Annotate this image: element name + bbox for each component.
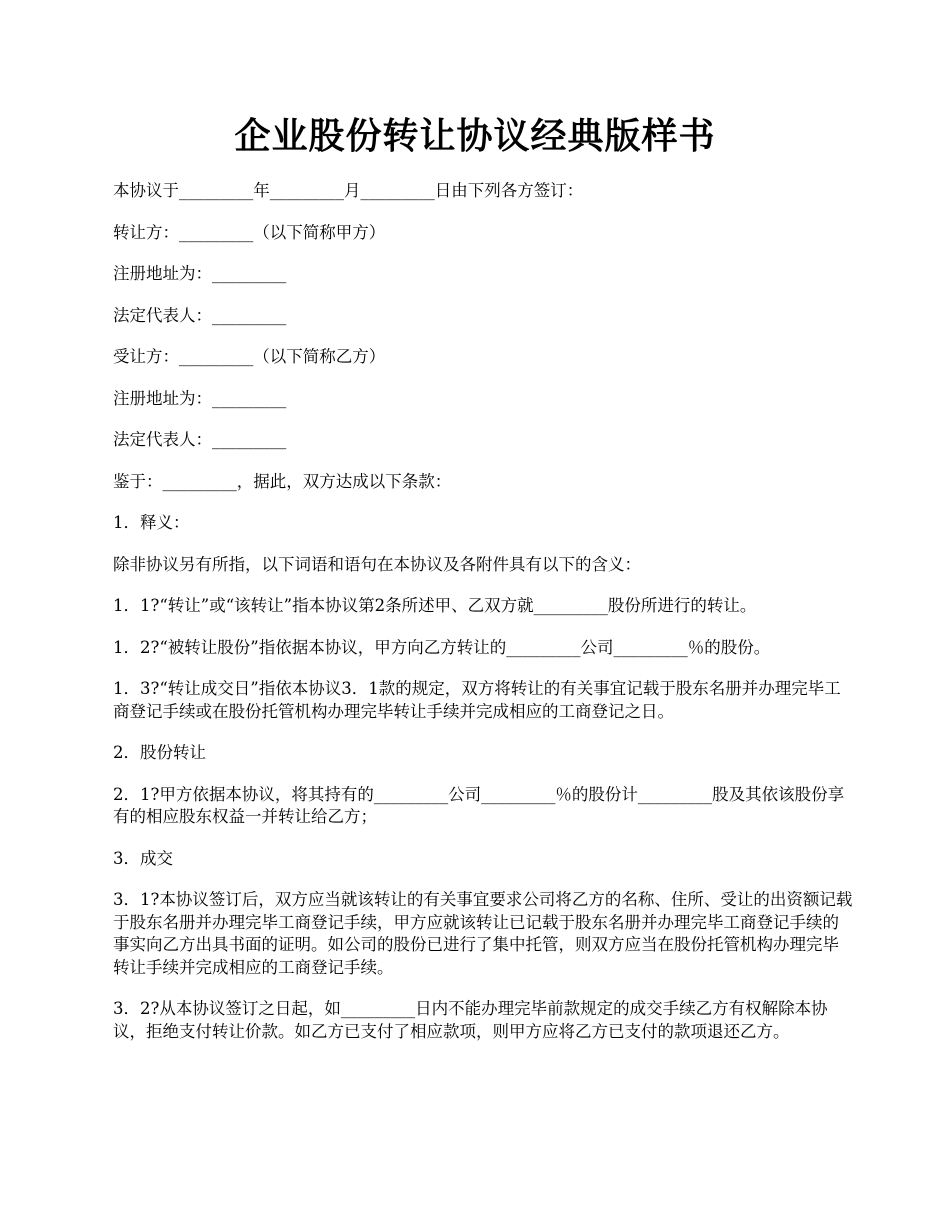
section-heading-share-transfer: 2．股份转让 <box>113 743 206 762</box>
paragraph-transferor-representative: 法定代表人：_________ <box>113 305 287 325</box>
clause-1-1: 1．1?“转让”或“该转让”指本协议第2条所述甲、乙双方就_________股份所进行的转让。 <box>113 596 757 615</box>
clause-3-1: 3．1?本协议签订后，双方应当就该转让的有关事宜要求公司将乙方的名称、住所、受让的出资额记载于股东名册并办理完毕工商登记手续，甲方应就该转让已记载于股东名册并办理完毕工商登记手续的事实向乙方出具书面的证明。如公司的股份已进行了集中托管，则双方应当在股份托管机构办理完毕转让手续并完成相应的工商登记手续。 <box>113 890 853 977</box>
paragraph-whereas: 鉴于：_________，据此，双方达成以下条款： <box>113 471 452 491</box>
paragraph-transferee-representative: 法定代表人：_________ <box>113 430 287 449</box>
paragraph-transferee: 受让方：_________（以下简称乙方） <box>113 347 386 366</box>
paragraph-transferor-address: 注册地址为：_________ <box>113 264 287 283</box>
section-heading-closing: 3．成交 <box>113 848 173 868</box>
paragraph-signing-date: 本协议于_________年_________月_________日由下列各方签订： <box>113 181 584 200</box>
clause-3-2: 3．2?从本协议签订之日起，如_________日内不能办理完毕前款规定的成交手续乙方有权解除本协议，拒绝支付转让价款。如乙方已支付了相应款项，则甲方应将乙方已支付的款项退还乙方。 <box>113 999 828 1041</box>
paragraph-transferor: 转让方：_________（以下简称甲方） <box>113 222 386 242</box>
section-heading-definitions: 1．释义： <box>113 513 190 532</box>
document-title: 企业股份转让协议经典版样书 <box>234 115 716 157</box>
document-body <box>113 180 853 1062</box>
clause-1-3: 1．3?“转让成交日”指依本协议3．1款的规定，双方将转让的有关事宜记载于股东名册并办理完毕工商登记手续或在股份托管机构办理完毕转让手续并完成相应的工商登记之日。 <box>113 679 841 721</box>
clause-2-1: 2．1?甲方依据本协议，将其持有的_________公司_________％的股份计_________股及其依该股份享有的相应股东权益一并转让给乙方； <box>113 784 845 826</box>
paragraph-definitions-intro: 除非协议另有所指，以下词语和语句在本协议及各附件具有以下的含义： <box>113 554 641 574</box>
clause-1-2: 1．2?“被转让股份”指依据本协议，甲方向乙方转让的_________公司_________％的股份。 <box>113 637 771 657</box>
paragraph-transferee-address: 注册地址为：_________ <box>113 388 287 408</box>
